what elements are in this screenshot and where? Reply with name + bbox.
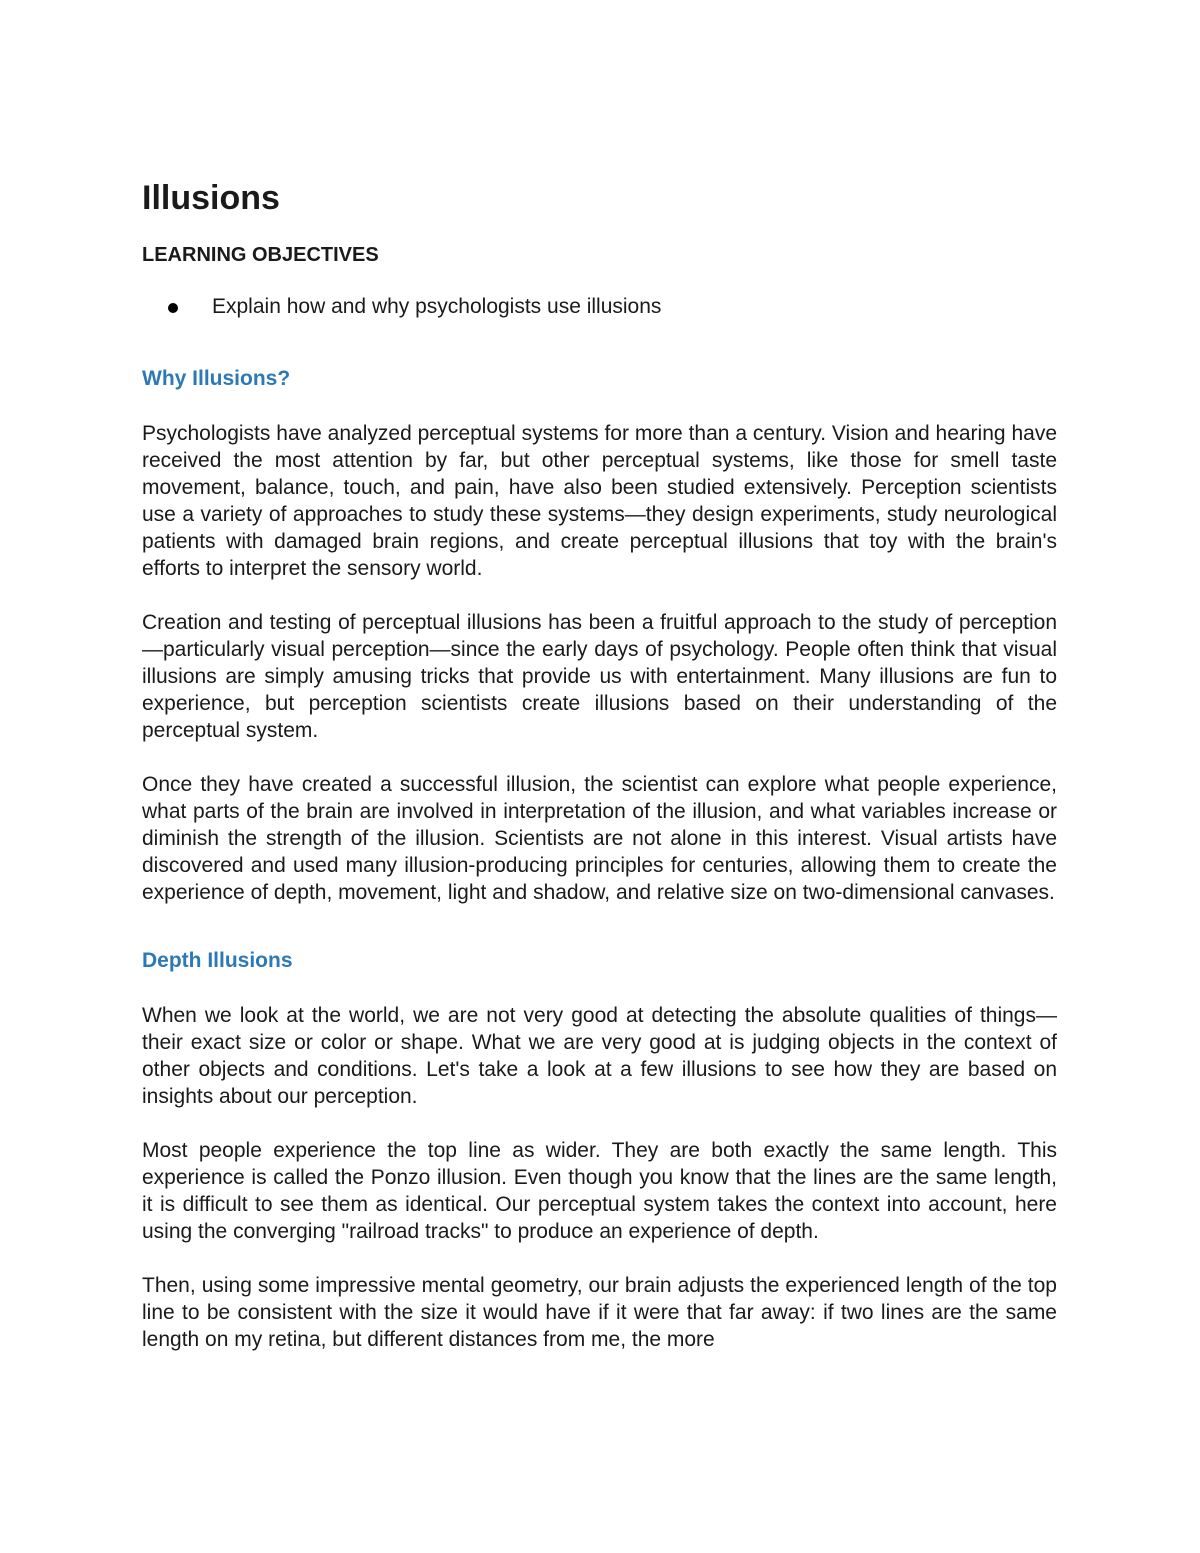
- paragraph: Most people experience the top line as wider. They are both exactly the same length. This experience is called the Ponzo illusion. Even though you know that the lines are the same length, it is difficult to see them as identical. Our perceptual system takes the context into account, here using the converging "railroad tracks" to produce an experience of depth.: [142, 1139, 1057, 1243]
- paragraph: Creation and testing of perceptual illusions has been a fruitful approach to the study of perception—particularly visual perception—since the early days of psychology. People often think that visual illusions are simply amusing tricks that provide us with entertainment. Many illusions are fun to experience, but perception scientists create illusions based on their understanding of the perceptual system.: [142, 611, 1057, 742]
- paragraph: Psychologists have analyzed perceptual systems for more than a century. Vision and hearing have received the most attention by far, but other perceptual systems, like those for smell taste movement, balance, touch, and pain, have also been studied extensively. Perception scientists use a variety of approaches to study these systems—they design experiments, study neurological patients with damaged brain regions, and create perceptual illusions that toy with the brain's efforts to interpret the sensory world.: [142, 422, 1057, 580]
- document-title: Illusions: [142, 179, 280, 217]
- learning-objectives-list: [142, 294, 1057, 320]
- section-heading-depth-illusions: Depth Illusions: [142, 949, 293, 972]
- paragraph: Then, using some impressive mental geometry, our brain adjusts the experienced length of the top line to be consistent with the size it would have if it were that far away: if two lines are the same length on my retina, but different distances from me, the more: [142, 1274, 1057, 1351]
- objective-item: [142, 294, 1057, 320]
- objective-text: Explain how and why psychologists use illusions: [212, 295, 662, 318]
- section-heading-why-illusions: Why Illusions?: [142, 367, 291, 390]
- learning-objectives-heading: LEARNING OBJECTIVES: [142, 244, 379, 266]
- bullet-icon: [168, 303, 178, 313]
- paragraph: When we look at the world, we are not very good at detecting the absolute qualities of things—their exact size or color or shape. What we are very good at is judging objects in the context of other objects and conditions. Let's take a look at a few illusions to see how they are based on insights about our perception.: [142, 1004, 1057, 1108]
- paragraph: Once they have created a successful illusion, the scientist can explore what people experience, what parts of the brain are involved in interpretation of the illusion, and what variables increase or diminish the strength of the illusion. Scientists are not alone in this interest. Visual artists have discovered and used many illusion-producing principles for centuries, allowing them to create the experience of depth, movement, light and shadow, and relative size on two-dimensional canvases.: [142, 773, 1057, 904]
